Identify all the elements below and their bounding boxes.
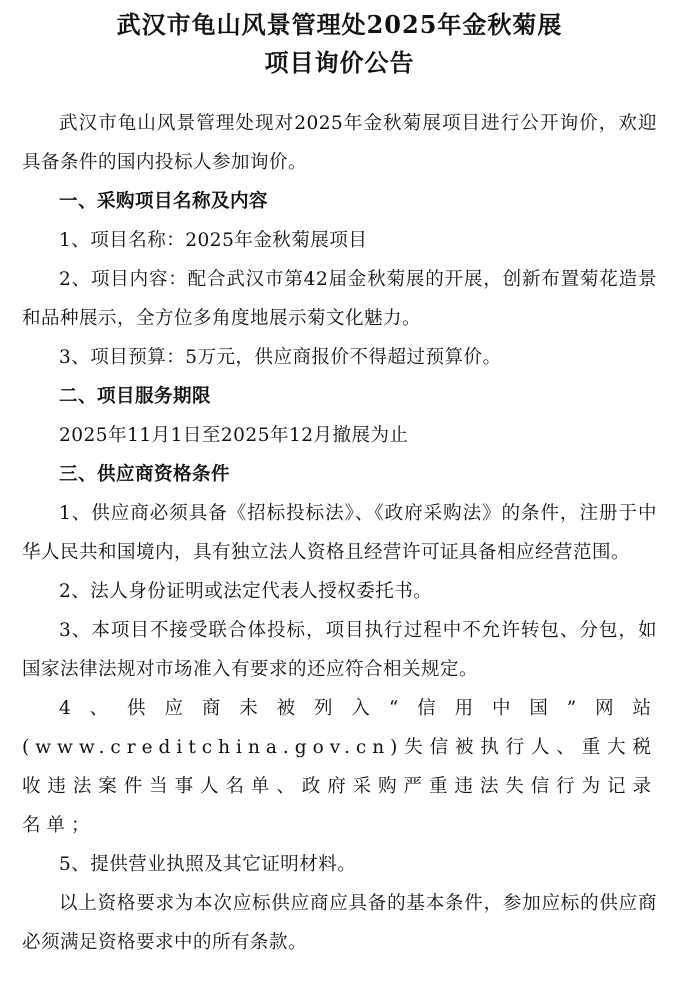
qualification-item-4: 4、供应商未被列入“信用中国”网站(www.creditchina.gov.cn)失信被执行人、重大税收违法案件当事人名单、政府采购严重违法失信行为记录名单； bbox=[22, 698, 657, 836]
qualification-item-5: 5、提供营业执照及其它证明材料。 bbox=[59, 854, 357, 875]
document-title bbox=[22, 6, 657, 82]
section-heading-3: 三、供应商资格条件 bbox=[59, 464, 231, 485]
title-spacer bbox=[22, 82, 657, 104]
qualification-item-2: 2、法人身份证明或法定代表人授权委托书。 bbox=[59, 581, 433, 602]
service-period-text: 2025年11月1日至2025年12月撤展为止 bbox=[59, 425, 409, 446]
intro-paragraph: 武汉市龟山风景管理处现对2025年金秋菊展项目进行公开询价，欢迎具备条件的国内投标人参加询价。 bbox=[22, 113, 657, 173]
title-line-1: 武汉市龟山风景管理处2025年金秋菊展 bbox=[116, 10, 563, 39]
section-heading-2: 二、项目服务期限 bbox=[59, 386, 212, 407]
project-content-item: 2、项目内容：配合武汉市第42届金秋菊展的开展，创新布置菊花造景和品种展示，全方位多角度地展示菊文化魅力。 bbox=[22, 269, 657, 329]
qualification-item-1: 1、供应商必须具备《招标投标法》、《政府采购法》的条件，注册于中华人民共和国境内，具有独立法人资格且经营许可证具备相应经营范围。 bbox=[22, 503, 657, 563]
section-heading-1: 一、采购项目名称及内容 bbox=[59, 191, 269, 212]
project-budget-item: 3、项目预算：5万元，供应商报价不得超过预算价。 bbox=[59, 347, 502, 368]
qualification-summary: 以上资格要求为本次应标供应商应具备的基本条件，参加应标的供应商必须满足资格要求中的所有条款。 bbox=[22, 893, 657, 953]
qualification-item-3: 3、本项目不接受联合体投标，项目执行过程中不允许转包、分包，如国家法律法规对市场准入有要求的还应符合相关规定。 bbox=[22, 620, 657, 680]
title-line-2: 项目询价公告 bbox=[264, 48, 415, 77]
project-name-item: 1、项目名称：2025年金秋菊展项目 bbox=[59, 230, 368, 251]
